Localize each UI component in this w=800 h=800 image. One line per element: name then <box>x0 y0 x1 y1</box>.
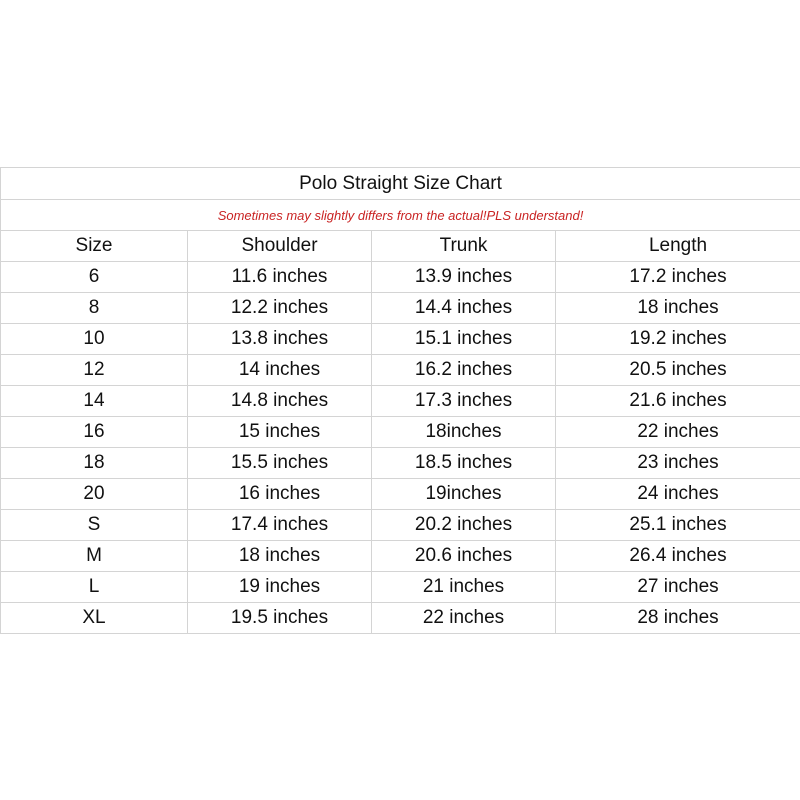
trunk-cell: 15.1 inches <box>372 324 556 355</box>
length-cell: 25.1 inches <box>556 510 800 541</box>
size-cell: 20 <box>1 479 188 510</box>
shoulder-cell: 16 inches <box>188 479 372 510</box>
table-row <box>1 448 800 479</box>
length-cell: 21.6 inches <box>556 386 800 417</box>
table-row <box>1 417 800 448</box>
length-cell: 28 inches <box>556 603 800 634</box>
length-cell: 22 inches <box>556 417 800 448</box>
shoulder-cell: 19.5 inches <box>188 603 372 634</box>
shoulder-cell: 15 inches <box>188 417 372 448</box>
shoulder-cell: 12.2 inches <box>188 293 372 324</box>
size-cell: L <box>1 572 188 603</box>
shoulder-cell: 14 inches <box>188 355 372 386</box>
header-trunk: Trunk <box>372 231 556 262</box>
trunk-cell: 18inches <box>372 417 556 448</box>
table-row <box>1 293 800 324</box>
header-row <box>1 231 800 262</box>
shoulder-cell: 18 inches <box>188 541 372 572</box>
header-length: Length <box>556 231 800 262</box>
length-cell: 26.4 inches <box>556 541 800 572</box>
length-cell: 23 inches <box>556 448 800 479</box>
table-row <box>1 324 800 355</box>
trunk-cell: 22 inches <box>372 603 556 634</box>
disclaimer-note: Sometimes may slightly differs from the actual!PLS understand! <box>1 200 800 231</box>
size-chart-sheet <box>0 167 800 634</box>
length-cell: 24 inches <box>556 479 800 510</box>
length-cell: 18 inches <box>556 293 800 324</box>
size-cell: 10 <box>1 324 188 355</box>
note-row <box>1 200 800 231</box>
size-cell: XL <box>1 603 188 634</box>
trunk-cell: 13.9 inches <box>372 262 556 293</box>
shoulder-cell: 14.8 inches <box>188 386 372 417</box>
size-cell: S <box>1 510 188 541</box>
shoulder-cell: 11.6 inches <box>188 262 372 293</box>
length-cell: 17.2 inches <box>556 262 800 293</box>
trunk-cell: 18.5 inches <box>372 448 556 479</box>
size-chart-table <box>0 167 800 634</box>
trunk-cell: 17.3 inches <box>372 386 556 417</box>
size-cell: 8 <box>1 293 188 324</box>
shoulder-cell: 13.8 inches <box>188 324 372 355</box>
table-row <box>1 386 800 417</box>
trunk-cell: 20.2 inches <box>372 510 556 541</box>
size-cell: 12 <box>1 355 188 386</box>
length-cell: 19.2 inches <box>556 324 800 355</box>
length-cell: 27 inches <box>556 572 800 603</box>
trunk-cell: 19inches <box>372 479 556 510</box>
trunk-cell: 21 inches <box>372 572 556 603</box>
table-row <box>1 510 800 541</box>
trunk-cell: 14.4 inches <box>372 293 556 324</box>
shoulder-cell: 19 inches <box>188 572 372 603</box>
trunk-cell: 16.2 inches <box>372 355 556 386</box>
size-cell: 6 <box>1 262 188 293</box>
shoulder-cell: 15.5 inches <box>188 448 372 479</box>
length-cell: 20.5 inches <box>556 355 800 386</box>
table-row <box>1 262 800 293</box>
header-shoulder: Shoulder <box>188 231 372 262</box>
size-cell: 18 <box>1 448 188 479</box>
chart-title: Polo Straight Size Chart <box>1 168 800 200</box>
trunk-cell: 20.6 inches <box>372 541 556 572</box>
size-cell: M <box>1 541 188 572</box>
table-row <box>1 355 800 386</box>
table-row <box>1 541 800 572</box>
header-size: Size <box>1 231 188 262</box>
table-row <box>1 603 800 634</box>
size-cell: 16 <box>1 417 188 448</box>
shoulder-cell: 17.4 inches <box>188 510 372 541</box>
title-row <box>1 168 800 200</box>
size-cell: 14 <box>1 386 188 417</box>
table-row <box>1 572 800 603</box>
table-row <box>1 479 800 510</box>
